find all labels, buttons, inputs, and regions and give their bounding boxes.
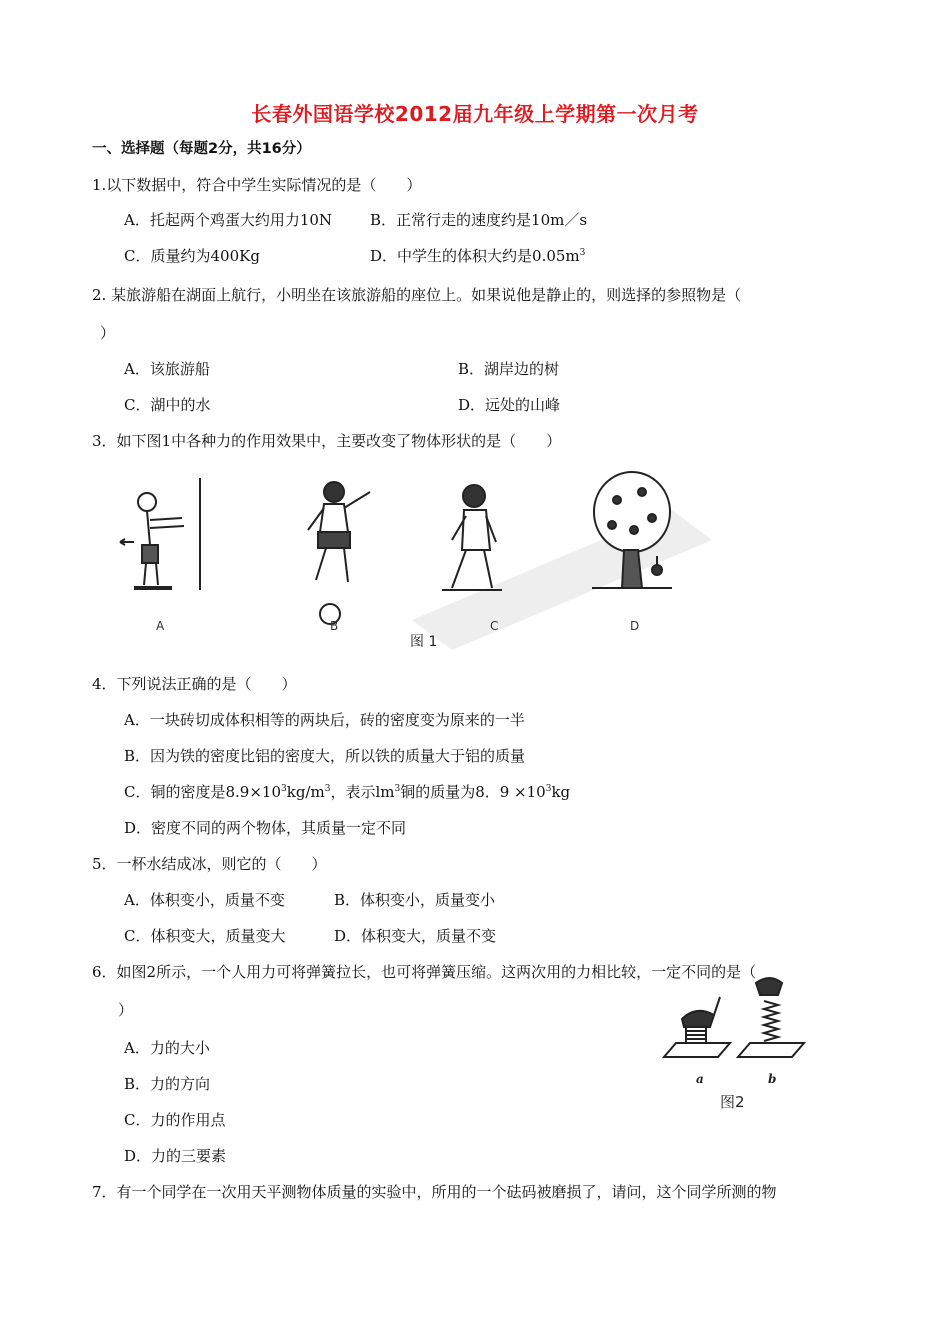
question-3-stem: 3．如下图1中各种力的作用效果中，主要改变了物体形状的是（ ）	[92, 432, 562, 450]
question-2-stem: 2. 某旅游船在湖面上航行，小明坐在该旅游船的座位上。如果说他是静止的，则选择的参照物是（	[92, 286, 742, 304]
question-6-option-d: D．力的三要素	[124, 1147, 227, 1165]
figure-c-person-stretching-icon	[442, 485, 502, 590]
question-4-option-c: C．铜的密度是$8.9\times 10^3kg/m^3$，表示$lm^3$铜的质量为8．$9 \times 10^3kg$	[124, 783, 571, 801]
question-6-stem-end: ）	[118, 1001, 134, 1019]
question-6-option-c: C．力的作用点	[124, 1111, 226, 1129]
question-4-option-b: B．因为铁的密度比铝的密度大，所以铁的质量大于铝的质量	[124, 747, 526, 765]
figure-1-label-d: D	[630, 619, 640, 633]
question-5-option-a: A．体积变小，质量不变	[124, 891, 285, 909]
question-5-option-d: D．体积变大，质量不变	[334, 927, 497, 945]
question-1-option-c: C．质量约为400Kg	[124, 247, 260, 265]
question-5-option-c: C．体积变大，质量变大	[124, 927, 286, 945]
question-1-option-a: A．托起两个鸡蛋大约用力10N	[124, 211, 333, 229]
question-2-option-a: A．该旅游船	[124, 360, 210, 378]
question-7-stem: 7．有一个同学在一次用天平测物体质量的实验中，所用的一个砝码被磨损了，请问，这个同学所测的物	[92, 1183, 777, 1201]
figure-2a-spring-compressed-icon	[664, 997, 730, 1057]
figure-1-label-a: A	[156, 619, 165, 633]
question-4-stem: 4．下列说法正确的是（ ）	[92, 675, 297, 693]
figure-a-person-pushing-wall-icon	[120, 478, 200, 590]
figure-2-label-b: b	[768, 1072, 777, 1086]
figure-1-illustration	[112, 470, 722, 655]
question-2-option-c: C．湖中的水	[124, 396, 211, 414]
question-4-option-a: A．一块砖切成体积相等的两块后，砖的密度变为原来的一半	[124, 711, 525, 729]
question-1-option-b: B．正常行走的速度约是10m／s	[370, 211, 588, 229]
question-5-option-b: B．体积变小，质量变小	[334, 891, 496, 909]
question-1-option-d: D．中学生的体积大约是$0.05m^3$	[370, 247, 586, 265]
question-1-stem: 1.以下数据中，符合中学生实际情况的是（ ）	[92, 176, 422, 194]
figure-2-caption: 图2	[720, 1093, 745, 1111]
question-6-stem: 6．如图2所示，一个人用力可将弹簧拉长，也可将弹簧压缩。这两次用的力相比较，一定不同的是（	[92, 963, 757, 981]
question-2-option-d: D．远处的山峰	[458, 396, 561, 414]
figure-2-illustration	[660, 975, 835, 1115]
question-4-option-d: D．密度不同的两个物体，其质量一定不同	[124, 819, 407, 837]
figure-1-label-b: B	[330, 619, 339, 633]
question-6-option-b: B．力的方向	[124, 1075, 211, 1093]
exam-title: 长春外国语学校2012届九年级上学期第一次月考	[251, 102, 699, 126]
section-heading: 一、选择题（每题2分，共16分）	[92, 141, 311, 157]
question-5-stem: 5．一杯水结成冰，则它的（ ）	[92, 855, 327, 873]
figure-2-label-a: a	[696, 1072, 704, 1086]
question-6-option-a: A．力的大小	[124, 1039, 210, 1057]
figure-b-football-player-icon	[308, 482, 370, 624]
figure-1-label-c: C	[490, 619, 499, 633]
question-2-option-b: B．湖岸边的树	[458, 360, 560, 378]
question-2-stem-end: ）	[100, 324, 116, 342]
figure-1-caption: 图 1	[410, 634, 438, 650]
figure-2b-spring-stretched-icon	[738, 978, 804, 1057]
